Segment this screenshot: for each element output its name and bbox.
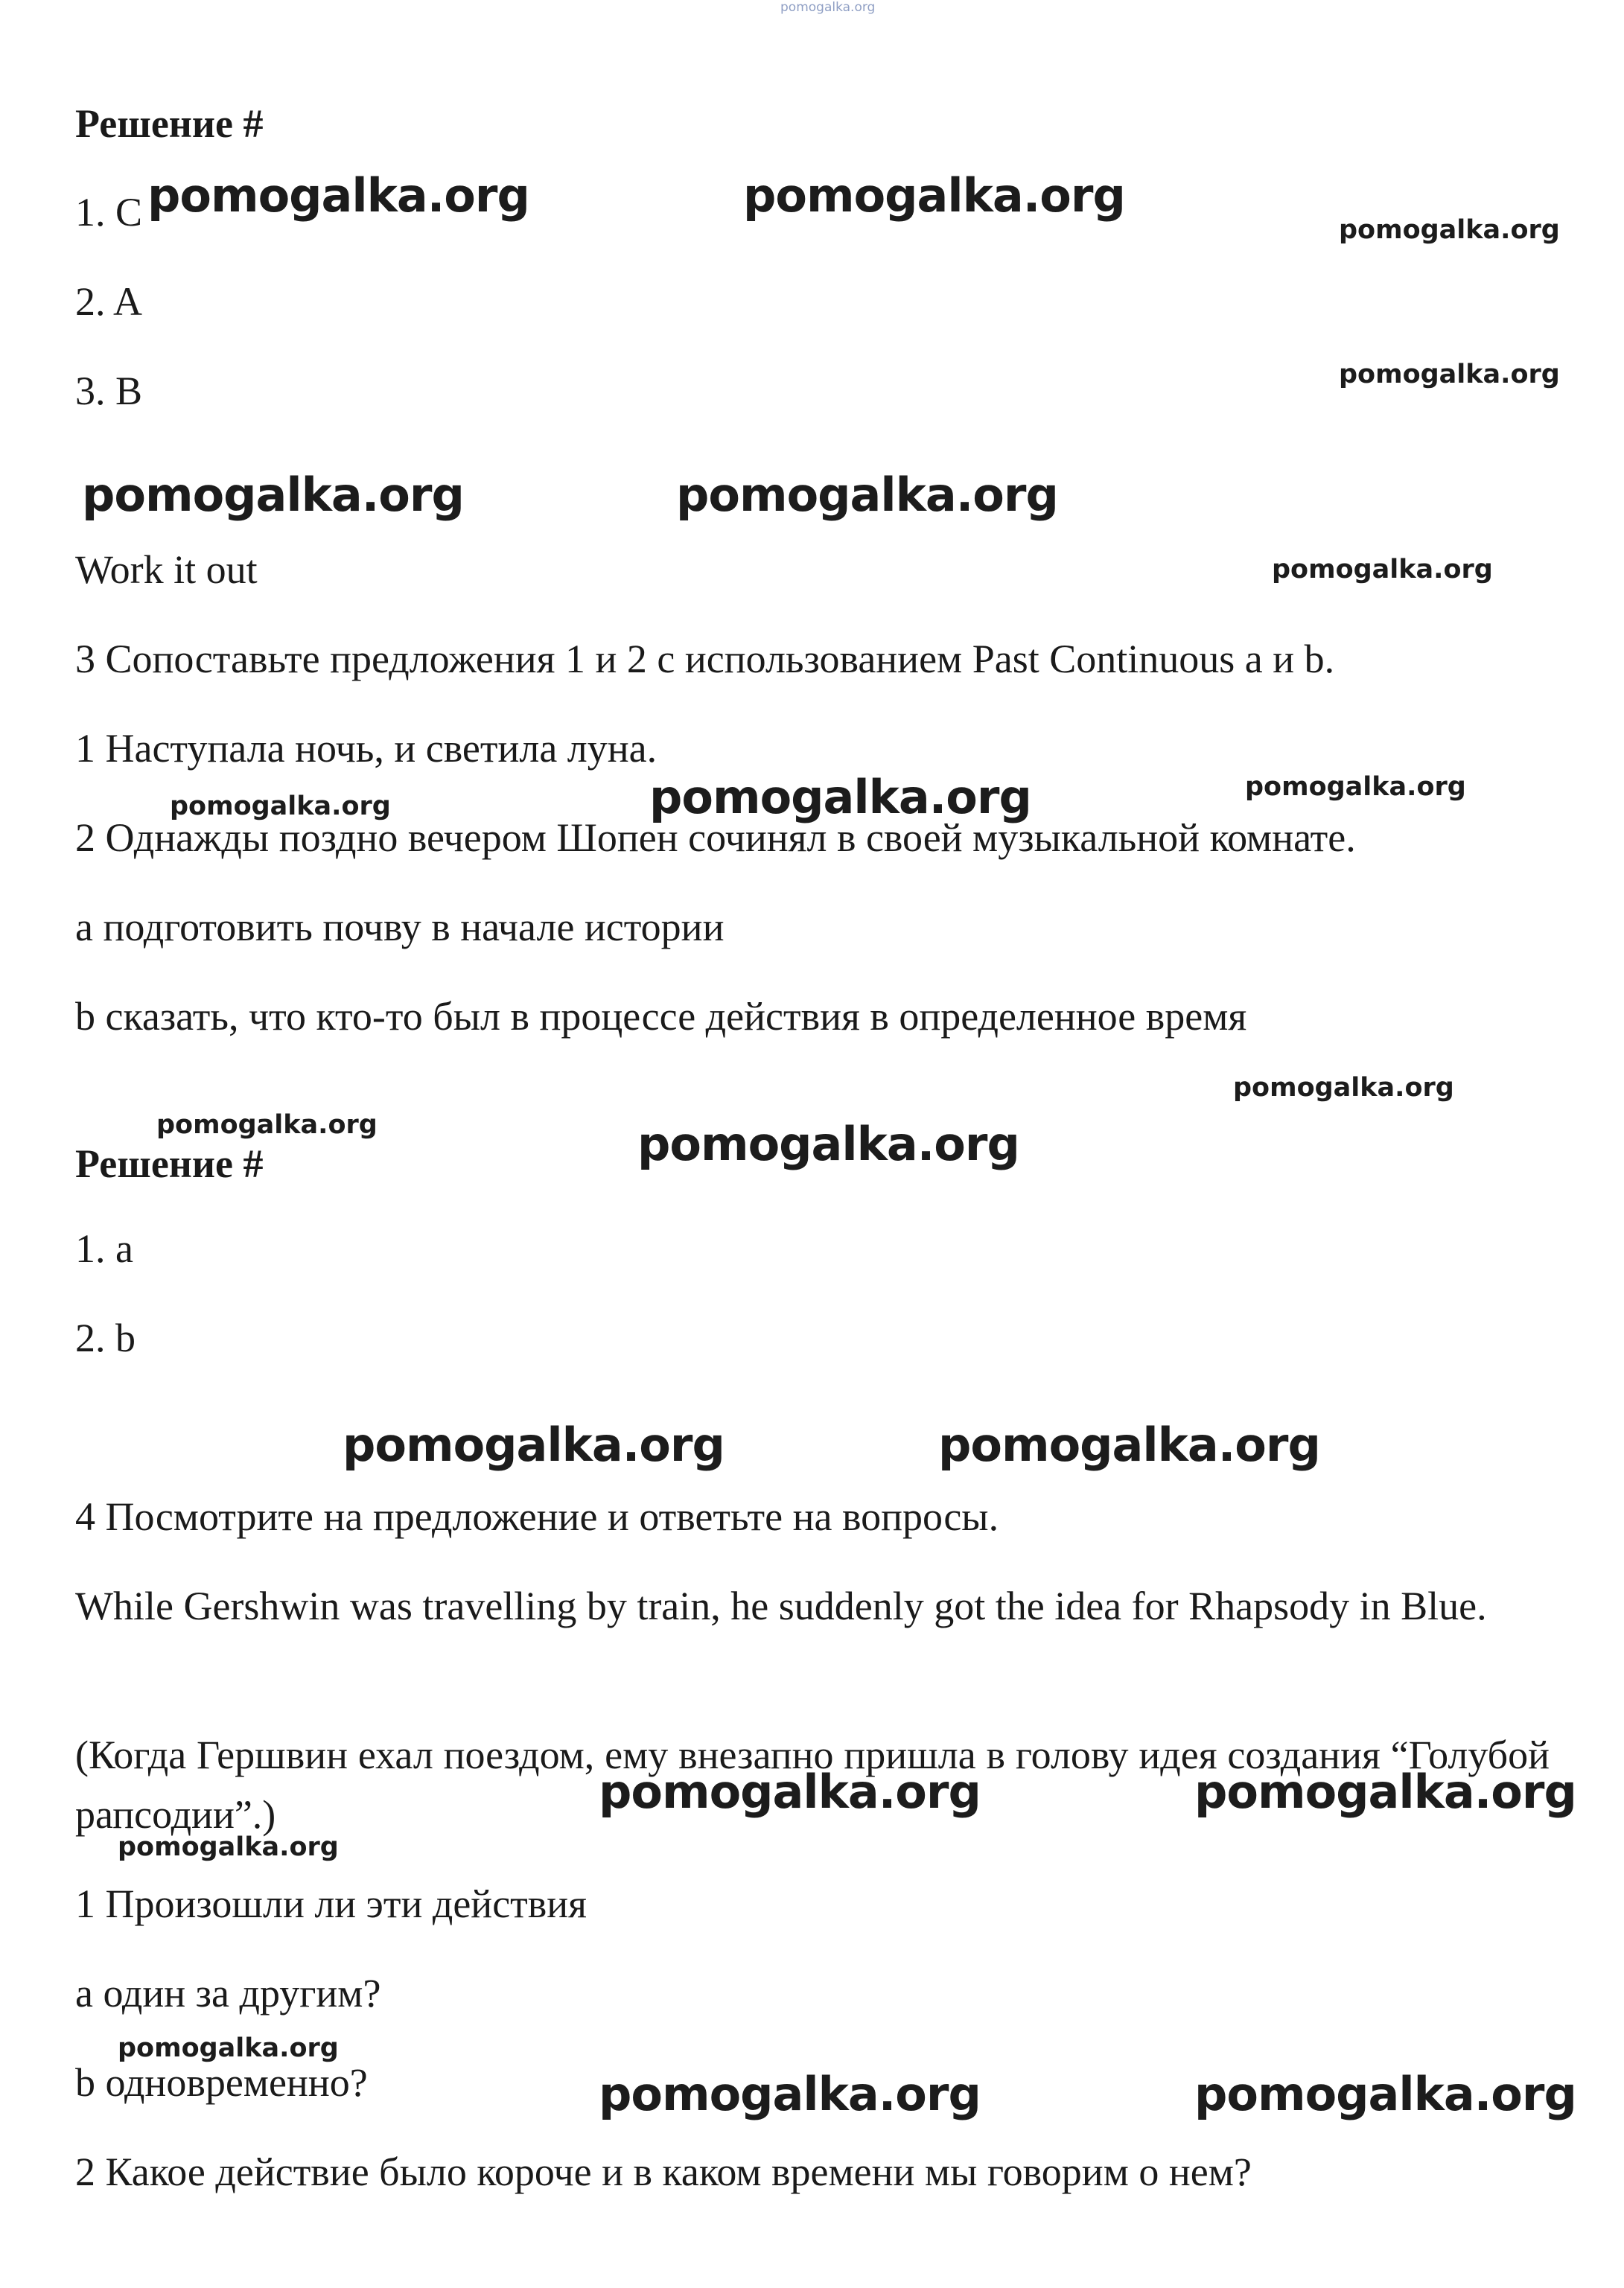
task-3-instruction: 3 Сопоставьте предложения 1 и 2 с использованием Past Continuous a и b. (75, 637, 1335, 681)
question-1: 1 Произошли ли эти действия (75, 1881, 587, 1926)
task-3-item-2: 2 Однажды поздно вечером Шопен сочинял в своей музыкальной комнате. (75, 815, 1356, 860)
answer-3: 3. B (75, 369, 143, 413)
question-1-option-b: b одновременно? (75, 2060, 368, 2105)
work-it-out-heading: Work it out (75, 547, 258, 592)
question-1-option-a: a один за другим? (75, 1971, 381, 2015)
watermark-text: pomogalka.org (1245, 772, 1466, 802)
header-watermark: pomogalka.org (780, 0, 876, 15)
watermark-text: pomogalka.org (1233, 1073, 1454, 1103)
watermark-text: pomogalka.org (1194, 1765, 1576, 1819)
answer-2: 2. A (75, 279, 143, 324)
watermark-text: pomogalka.org (676, 468, 1058, 522)
watermark-text: pomogalka.org (1194, 2067, 1576, 2121)
solution-heading-1: Решение # (75, 101, 264, 146)
watermark-text: pomogalka.org (1272, 555, 1493, 584)
watermark-text: pomogalka.org (649, 770, 1031, 824)
watermark-text: pomogalka.org (1339, 215, 1560, 245)
solution-2-answer-1: 1. a (75, 1226, 133, 1271)
watermark-text: pomogalka.org (156, 1110, 378, 1140)
task-3-item-a: a подготовить почву в начале истории (75, 905, 725, 949)
watermark-text: pomogalka.org (343, 1418, 725, 1472)
watermark-text: pomogalka.org (599, 2067, 981, 2121)
task-4-instruction: 4 Посмотрите на предложение и ответьте на вопросы. (75, 1494, 999, 1539)
watermark-text: pomogalka.org (118, 1832, 339, 1862)
watermark-text: pomogalka.org (170, 791, 391, 821)
watermark-text: pomogalka.org (82, 468, 464, 522)
task-4-sentence: While Gershwin was travelling by train, he suddenly got the idea for Rhapsody in Blue. (75, 1584, 1487, 1628)
watermark-text: pomogalka.org (637, 1117, 1019, 1171)
question-2: 2 Какое действие было короче и в каком времени мы говорим о нем? (75, 2150, 1252, 2194)
watermark-text: pomogalka.org (938, 1418, 1320, 1472)
watermark-text: pomogalka.org (743, 168, 1125, 223)
solution-2-answer-2: 2. b (75, 1316, 136, 1360)
task-3-item-b: b сказать, что кто-то был в процессе действия в определенное время (75, 994, 1247, 1039)
answer-1: 1. C (75, 190, 143, 235)
watermark-text: pomogalka.org (599, 1765, 981, 1819)
task-4-translation: (Когда Гершвин ехал поездом, ему внезапно пришла в голову идея создания “Голубой рапсодии”.) (75, 1733, 1550, 1837)
watermark-text: pomogalka.org (118, 2033, 339, 2063)
watermark-text: pomogalka.org (147, 168, 529, 223)
solution-heading-2: Решение # (75, 1141, 264, 1186)
task-3-item-1: 1 Наступала ночь, и светила луна. (75, 726, 657, 771)
watermark-text: pomogalka.org (1339, 360, 1560, 389)
